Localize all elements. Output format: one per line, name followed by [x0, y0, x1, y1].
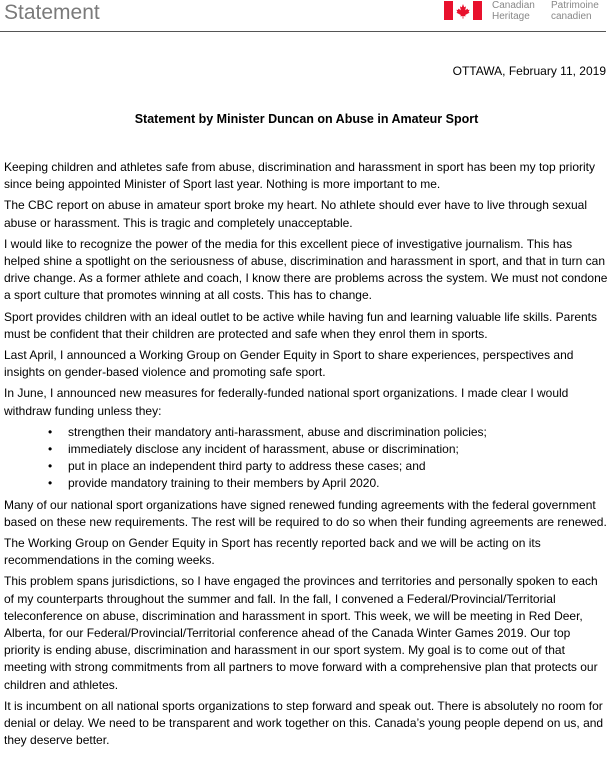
body-paragraph: The CBC report on abuse in amateur sport broke my heart. No athlete should ever have to live through sexual abuse or harassment. This is tragic and completely unacceptable.	[4, 198, 587, 230]
list-item	[4, 424, 608, 441]
department-name-en	[492, 0, 535, 22]
body-paragraph: Keeping children and athletes safe from abuse, discrimination and harassment in sport has been my top priority since being appointed Minister of Sport last year. Nothing is more important to me.	[4, 160, 595, 192]
list-item	[4, 441, 608, 458]
list-item-text: put in place an independent third party to address these cases; and	[68, 459, 426, 474]
body-paragraph: Sport provides children with an ideal outlet to be active while having fun and learning valuable life skills. Parents must be confident that their children are protected and safe when they enrol them in sports.	[4, 309, 598, 341]
statement-body	[4, 159, 608, 754]
body-paragraph: In June, I announced new measures for federally-funded national sport organizations. I made clear I would withdraw funding unless they:	[4, 386, 569, 418]
bullet-icon: •	[48, 459, 53, 474]
body-paragraph: Many of our national sport organizations have signed renewed funding agreements with the federal government based on these new requirements. The rest will be required to do so when their funding agreements are renewed.	[4, 497, 607, 529]
department-en-line2: Heritage	[492, 11, 530, 22]
requirements-list	[4, 424, 608, 493]
body-paragraph: The Working Group on Gender Equity in Sport has recently reported back and we will be acting on its recommendations in the coming weeks.	[4, 536, 541, 568]
bullet-icon: •	[48, 442, 53, 457]
body-paragraph: It is incumbent on all national sports organizations to step forward and speak out. There is absolutely no room for denial or delay. We need to be transparent and work together on this. Canada’s young people depend on us, and they deserve better.	[4, 698, 604, 748]
header-divider	[0, 31, 606, 32]
header-title: Statement	[4, 1, 100, 24]
canada-flag-icon	[444, 1, 482, 20]
list-item-text: provide mandatory training to their members by April 2020.	[68, 476, 380, 491]
statement-title: Statement by Minister Duncan on Abuse in Amateur Sport	[134, 112, 479, 126]
body-paragraph: I would like to recognize the power of the media for this excellent piece of investigative journalism. This has helped shine a spotlight on the seriousness of abuse, discrimination and harassment in sport, and that in turn can drive change. As a former athlete and coach, I know there are problems across the system. We must not condone a sport culture that promotes winning at all costs. This has to change.	[4, 236, 608, 303]
page-header	[0, 0, 613, 32]
list-item-text: strengthen their mandatory anti-harassment, abuse and discrimination policies;	[68, 424, 487, 439]
department-fr-line1: Patrimoine	[551, 0, 599, 11]
body-paragraph: This problem spans jurisdictions, so I have engaged the provinces and territories and personally spoken to each of my counterparts throughout the summer and fall. In the fall, I convened a Federal/Provincial/Territorial teleconference on abuse, discrimination and harassment in sport. This week, we will be meeting in Red Deer, Alberta, for our Federal/Provincial/Territorial conference ahead of the Canada Winter Games 2019. Our top priority is ending abuse, discrimination and harassment in our sport system. My goal is to come out of that meeting with strong commitments from all partners to move forward with a comprehensive plan that protects our children and athletes.	[4, 574, 598, 692]
department-fr-line2: canadien	[551, 11, 592, 22]
department-en-line1: Canadian	[492, 0, 535, 11]
list-item	[4, 475, 608, 492]
list-item	[4, 458, 608, 475]
bullet-icon: •	[48, 476, 53, 491]
list-item-text: immediately disclose any incident of harassment, abuse or discrimination;	[68, 442, 459, 457]
body-paragraph: Last April, I announced a Working Group on Gender Equity in Sport to share experiences, perspectives and insights on gender-based violence and promoting safe sport.	[4, 348, 574, 380]
dateline: OTTAWA, February 11, 2019	[452, 64, 606, 78]
department-name-fr	[551, 0, 599, 22]
bullet-icon: •	[48, 424, 53, 439]
